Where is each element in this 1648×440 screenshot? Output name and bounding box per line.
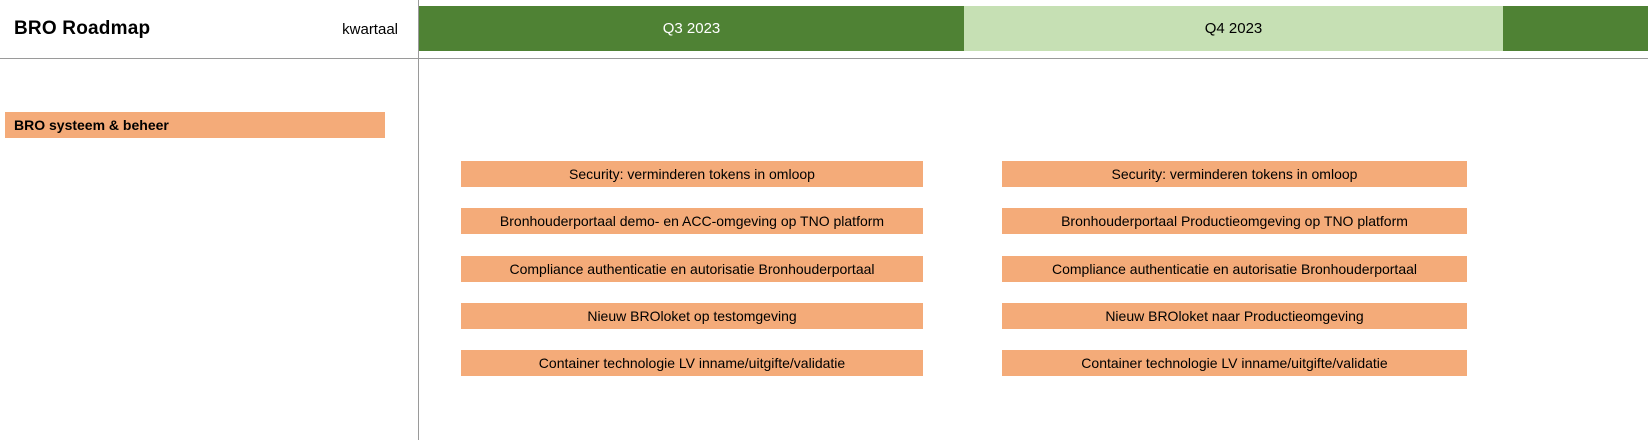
swimlane-label-text: BRO systeem & beheer <box>14 117 169 133</box>
task-bar[interactable] <box>1002 303 1467 329</box>
task-bar[interactable] <box>1002 350 1467 376</box>
task-bar[interactable] <box>461 256 923 282</box>
quarter-label: Q3 2023 <box>662 20 721 37</box>
task-bar-label: Bronhouderportaal Productieomgeving op TNO platform <box>1061 213 1408 229</box>
task-bar-label: Nieuw BROloket naar Productieomgeving <box>1105 308 1364 324</box>
task-bar-label: Container technologie LV inname/uitgifte/validatie <box>538 355 846 371</box>
swimlane-label-bro-systeem-beheer <box>5 112 385 138</box>
roadmap-header <box>0 0 1648 58</box>
page-title: BRO Roadmap <box>14 18 151 39</box>
task-bar[interactable] <box>1002 161 1467 187</box>
lane-divider <box>418 0 419 440</box>
task-bar-label: Bronhouderportaal demo- en ACC-omgeving op TNO platform <box>499 213 885 229</box>
task-bar-label: Compliance authenticatie en autorisatie Bronhouderportaal <box>509 261 875 277</box>
task-bar[interactable] <box>1002 256 1467 282</box>
task-bar[interactable] <box>461 161 923 187</box>
axis-label: kwartaal <box>342 20 398 38</box>
task-bar[interactable] <box>461 350 923 376</box>
quarter-header-cell <box>964 6 1503 51</box>
task-bar-label: Security: verminderen tokens in omloop <box>569 166 815 182</box>
quarter-header-cell <box>419 6 964 51</box>
task-bar-label: Container technologie LV inname/uitgifte/validatie <box>1081 355 1388 371</box>
task-bar[interactable] <box>461 303 923 329</box>
task-bar[interactable] <box>461 208 923 234</box>
task-bar-label: Security: verminderen tokens in omloop <box>1111 166 1358 182</box>
task-bar-label: Compliance authenticatie en autorisatie Bronhouderportaal <box>1051 261 1417 277</box>
task-bar-label: Nieuw BROloket op testomgeving <box>587 308 797 324</box>
header-divider <box>0 58 1648 59</box>
quarter-label: Q4 2023 <box>1204 20 1263 37</box>
task-bar[interactable] <box>1002 208 1467 234</box>
quarter-header-track <box>419 6 1648 51</box>
quarter-header-cell <box>1503 6 1648 51</box>
